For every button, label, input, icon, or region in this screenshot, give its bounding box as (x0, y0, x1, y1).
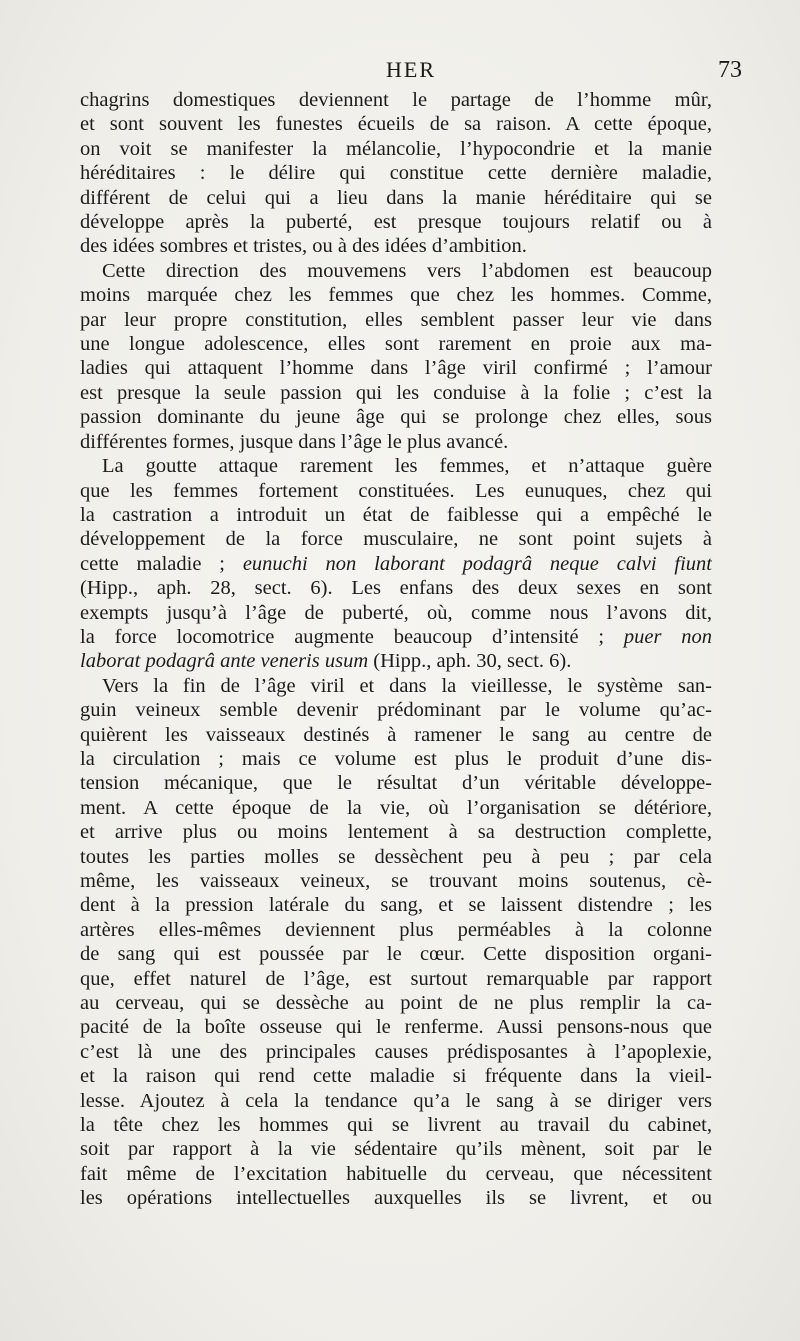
text-line: est presque la seule passion qui les conduise à la folie ; c’est la (80, 381, 712, 404)
text-line: développement de la force musculaire, ne sont point sujets à (80, 528, 712, 551)
text-segment: cette maladie ; (80, 552, 225, 575)
text-line: lesse. Ajoutez à cela la tendance qu’a le sang à se diriger vers (80, 1089, 712, 1112)
text-line: La goutte attaque rarement les femmes, et n’attaque guère (102, 455, 712, 478)
text-line-mixed (80, 625, 712, 649)
text-line: héréditaires : le délire qui constitue cette dernière maladie, (80, 162, 712, 185)
latin-quote: laborat podagrâ ante veneris usum (80, 650, 369, 673)
paragraph (80, 674, 712, 1211)
text-line-mixed (80, 552, 712, 576)
body-text (80, 88, 712, 1211)
text-line: Cette direction des mouvemens vers l’abdomen est beaucoup (102, 259, 712, 282)
text-line: par leur propre constitution, elles semblent passer leur vie dans (80, 308, 712, 331)
running-head: HER (386, 57, 436, 82)
paragraph (80, 259, 712, 454)
text-line: exempts jusqu’à l’âge de puberté, où, comme nous l’avons dit, (80, 601, 712, 624)
text-line: et la raison qui rend cette maladie si fréquente dans la vieil- (80, 1065, 712, 1088)
text-segment: (Hipp., aph. 30, sect. 6). (373, 650, 572, 673)
text-line: ladies qui attaquent l’homme dans l’âge viril confirmé ; l’amour (80, 357, 712, 380)
text-line: différent de celui qui a lieu dans la manie héréditaire qui se (80, 186, 712, 209)
text-line: développe après la puberté, est presque toujours relatif ou à (80, 211, 712, 234)
text-line: que les femmes fortement constituées. Les eunuques, chez qui (80, 479, 712, 502)
text-line: les opérations intellectuelles auxquelles ils se livrent, et ou (80, 1187, 712, 1210)
text-line: guin veineux semble devenir prédominant par le volume qu’ac- (80, 699, 712, 722)
text-line: et arrive plus ou moins lentement à sa destruction complette, (80, 821, 712, 844)
text-line: quièrent les vaisseaux destinés à ramener le sang au centre de (80, 723, 712, 746)
text-line: soit par rapport à la vie sédentaire qu’ils mènent, soit par le (80, 1138, 712, 1161)
text-line: pacité de la boîte osseuse qui le renferme. Aussi pensons-nous que (80, 1016, 712, 1039)
text-line: la castration a introduit un état de faiblesse qui a empêché le (80, 503, 712, 526)
page-number: 73 (718, 57, 742, 83)
text-line: que, effet naturel de l’âge, est surtout remarquable par rapport (80, 967, 712, 990)
text-line: on voit se manifester la mélancolie, l’hypocondrie et la manie (80, 137, 712, 160)
text-line: toutes les parties molles se dessèchent peu à peu ; par cela (80, 845, 712, 868)
text-line: dent à la pression latérale du sang, et se laissent distendre ; les (80, 894, 712, 917)
text-line: une longue adolescence, elles sont rarement en proie aux ma- (80, 333, 712, 356)
paragraph (80, 454, 712, 674)
text-line: passion dominante du jeune âge qui se prolonge chez elles, sous (80, 406, 712, 429)
page-header (80, 57, 742, 91)
text-line: moins marquée chez les femmes que chez les hommes. Comme, (80, 284, 712, 307)
paragraph (80, 88, 712, 259)
text-segment: la force locomotrice augmente beaucoup d’intensité ; (80, 625, 605, 648)
text-line: fait même de l’excitation habituelle du cerveau, que nécessitent (80, 1162, 712, 1185)
text-line: la circulation ; mais ce volume est plus le produit d’une dis- (80, 747, 712, 770)
text-line: Vers la fin de l’âge viril et dans la vieillesse, le système san- (102, 674, 712, 697)
text-line: (Hipp., aph. 28, sect. 6). Les enfans des deux sexes en sont (80, 577, 712, 600)
text-line: tension mécanique, que le résultat d’un véritable développe- (80, 772, 712, 795)
text-line: différentes formes, jusque dans l’âge le plus avancé. (80, 430, 509, 453)
latin-quote: puer non (623, 625, 712, 648)
text-line: et sont souvent les funestes écueils de sa raison. A cette époque, (80, 113, 712, 136)
text-line: des idées sombres et tristes, ou à des idées d’ambition. (80, 235, 527, 258)
text-line: la tête chez les hommes qui se livrent au travail du cabinet, (80, 1114, 712, 1137)
latin-quote: eunuchi non laborant podagrâ neque calvi fiunt (242, 552, 712, 575)
text-line-mixed (80, 649, 712, 673)
text-line: ment. A cette époque de la vie, où l’organisation se détériore, (80, 796, 712, 819)
text-line: même, les vaisseaux veineux, se trouvant moins soutenus, cè- (80, 870, 712, 892)
text-line: artères elles-mêmes deviennent plus perméables à la colonne (80, 918, 712, 941)
text-line: de sang qui est poussée par le cœur. Cette disposition organi- (80, 943, 712, 966)
text-line: au cerveau, qui se dessèche au point de ne plus remplir la ca- (80, 992, 712, 1015)
text-line: chagrins domestiques deviennent le partage de l’homme mûr, (80, 89, 712, 111)
text-line: c’est là une des principales causes prédisposantes à l’apoplexie, (80, 1040, 712, 1063)
